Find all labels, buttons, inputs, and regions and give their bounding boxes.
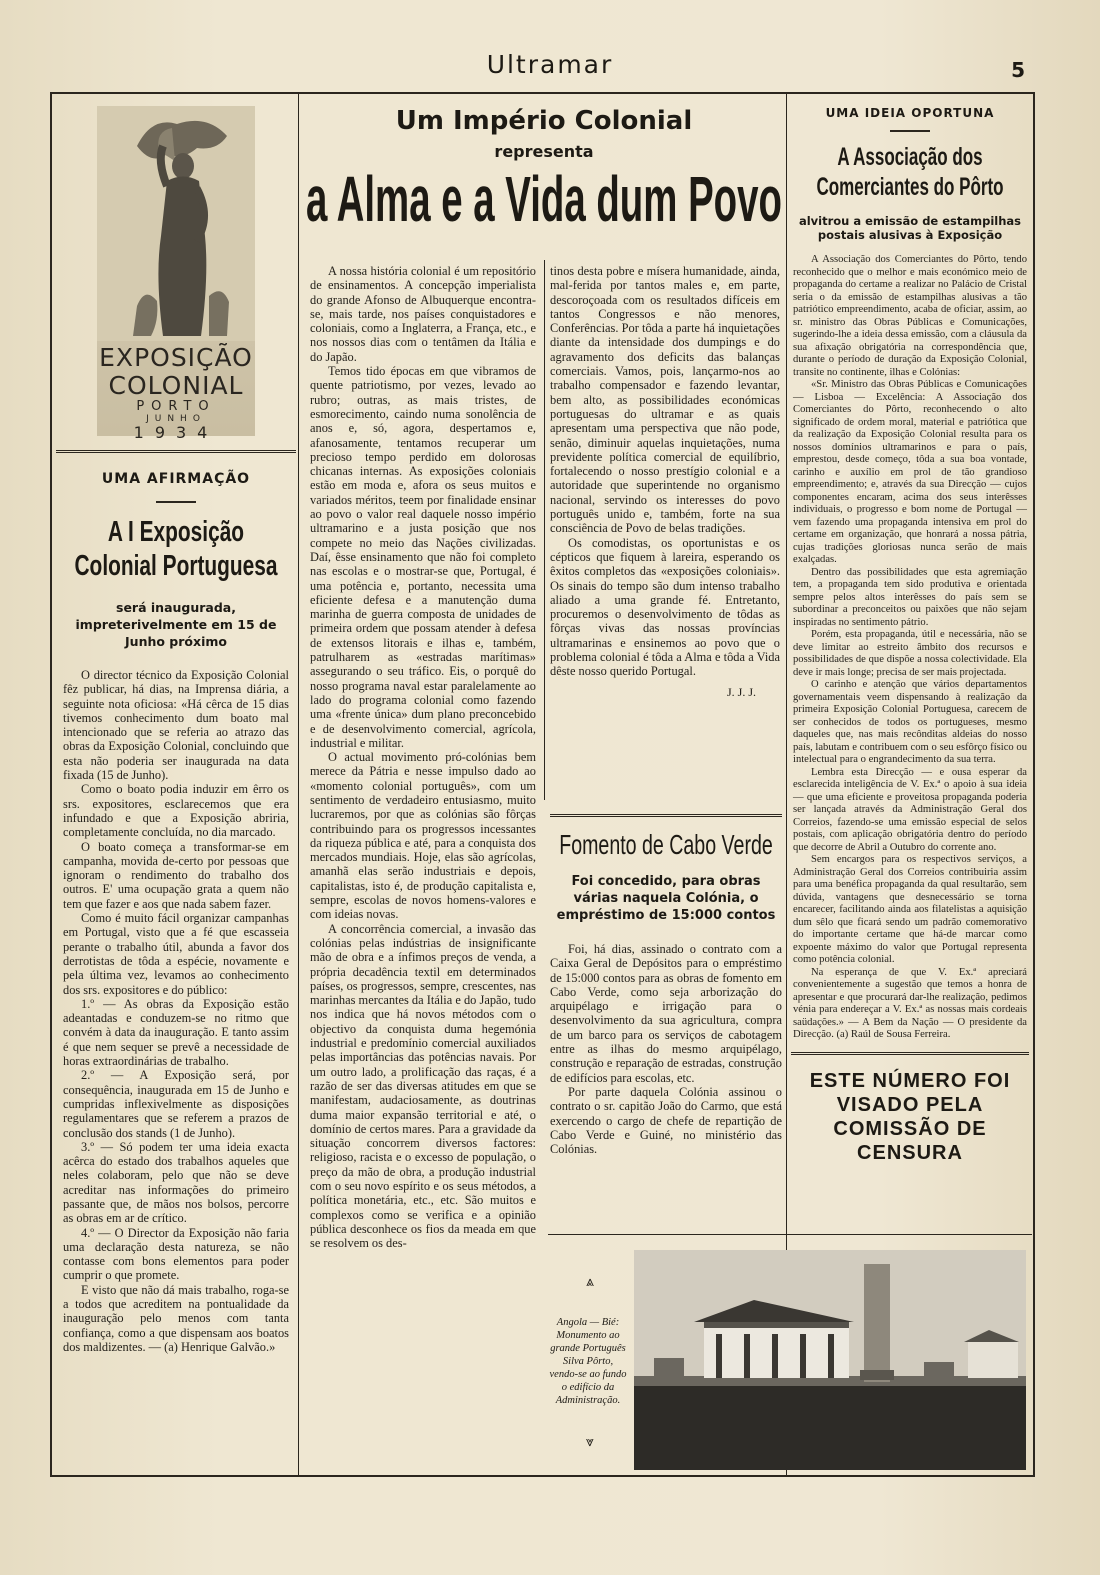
poster-lettering <box>97 344 255 442</box>
publication-title: Ultramar <box>486 50 614 79</box>
article-signature: J. J. J. <box>726 684 756 699</box>
paragraph: «Sr. Ministro das Obras Públicas e Comunicações — Lisboa — Excelência: A Associação dos Comerciantes do Pôrto, reconhecendo o alto significado de ordem moral, material e patriótica que da realização da Exposição Colonial resulta para os nossos domínios ultramarinos e para o país, emprestou, desde começo, tôda a sua boa vontade, carinho e auxílio em prol de tão grandioso empreendimento; e, através da sua Direcção — cujos componentes encaram, acima dos seus interêsses individuais, o progresso e bom nome de Portugal — vem fazendo uma propaganda intensiva em prol do certame em organização, que honrará a nossa pátria, cujas tradições gloriosas nunca serão de mais exalçadas. <box>793 379 1027 565</box>
right-article-body <box>787 254 1033 1042</box>
paragraph: Sem encargos para os respectivos serviços, a Administração Geral dos Correios contribuiria assim para uma benéfica propaganda da qual resultarão, sem dúvida, vantagens que desnecessário se torna encarecer, facilitando ainda aos filatelistas a aquisição dum sêlo que ficará sendo um padrão comemorativo do importante certame que há-de marcar como expoente máximo do valor que Portugal representa como potência colonial. <box>793 854 1027 965</box>
left-headline: A I Exposição Colonial Portuguesa <box>74 516 278 582</box>
fomento-subhead: Foi concedido, para obras várias naquela Colónia, o empréstimo de 15:000 contos <box>556 874 776 923</box>
poster-line: 1934 <box>133 423 219 442</box>
section-divider <box>56 450 296 453</box>
paragraph: Foi, há dias, assinado o contrato com a Caixa Geral de Depósitos para o empréstimo de 15:000 contos para as obras de fomento em Cabo Verde, como seja arborização do arquipélago e irrigação para o desenvolvimento da sua agricultura, compra de um barco para os serviços de cabotagem entre as ilhas do mesmo arquipélago, construção e reparação de estradas, construção de edifícios para escolas, etc. <box>550 942 782 1085</box>
fomento-article <box>550 814 782 1156</box>
paragraph: tinos desta pobre e mísera humanidade, ainda, mal-ferida por tantos males e, em parte, descoroçoada com os resultados difíceis em tantos Congressos e não menores, Conferências. Por tôda a parte há inquietações diante da intensidade dos dumpings e do agravamento dos deficits das balanças comerciais. Vamos, pois, lançarmo-nos ao trabalho compensador e fazendo levantar, bem alto, as possibilidades económicas portuguesas do ultramar e as quais apresentam uma perspectiva que não pode, senão, diminuir aquelas inquietações, numa previdente política comercial de equilíbrio, fortalecendo o nosso prestígio colonial e a autoridade que superintende no organismo nacional, servindo os interesses do povo português unido e, também, forte na sua consciência de Povo de belas tradições. <box>550 264 780 536</box>
paragraph: Como o boato podia induzir em êrro os srs. expositores, esclarecemos que era infundado e que a Exposição abriria, completamente concluída, no dia marcado. <box>63 782 289 840</box>
paragraph: Como é muito fácil organizar campanhas em Portugal, visto que a fé que escasseia perante o trabalho útil, abunda a favor dos derrotistas de tôda a espécie, novamente e pela última vez, levamos ao conhecimento dos srs. expositores e do público: <box>63 911 289 997</box>
censorship-notice: ESTE NÚMERO FOI VISADO PELA COMISSÃO DE CENSURA <box>809 1069 1011 1164</box>
ornament-icon: ⩓ <box>586 1274 594 1290</box>
poster-line: COLONIAL <box>108 371 244 400</box>
masthead <box>0 50 1100 82</box>
paragraph: Dentro das possibilidades que esta agremiação tem, a propaganda tem sido produtiva e orientada sempre pelos altos interêsses do país sem se subordinar a preconceitos ou paixões que não sejam inspiradas no sentimento pátrio. <box>793 566 1027 628</box>
paragraph: 1.º — As obras da Exposição estão adeantadas e conduzem-se no ritmo que convém à data da inauguração. E tanto assim é que nem sequer se prevê a necessidade de horas extraordinárias de trabalho. <box>63 996 289 1069</box>
paragraph: A Associação dos Comerciantes do Pôrto, tendo reconhecido que o melhor e mais económico meio de propaganda do certame a realizar no Palácio de Cristal seria o da emissão de estampilhas alusivas a tão patriótico empreendimento, acaba de oficiar, assim, ao sr. ministro das Obras Públicas e Comunicações, sugerindo-lhe a ideia dessa emissão, com a cláusula da sua afixação obrigatória na correspondência que, durante o período de duração da Exposição Colonial, transite no continente, ilhas e Colónias: <box>793 254 1027 378</box>
photo-block <box>548 1234 1032 1474</box>
paragraph: O boato começa a transformar-se em campanha, movida de-certo por pessoas que ignoram o rendimento do trabalho dos outros. E' uma ocupação grata a quem não tem que fazer e aos que nada sabem fazer. <box>63 839 289 911</box>
section-divider <box>550 814 782 817</box>
center-article-col-a <box>310 264 536 1474</box>
paragraph: Temos tido épocas em que vibramos de quente patriotismo, por vezes, levado ao rubro; outras, as mais tristes, de esmorecimento, caindo numa sonolência de anos e, só, agora, despertamos e, afanosamente, tentamos recuperar um precioso tempo perdido em dolorosas chicanas internas. As exposições coloniais estão em moda e, afora os seus muitos e variados méritos, teem por finalidade ensinar ao povo o valor real daquele nosso império ultramarino e a justa posição que nos compete no meio das Nações civilizadas. Daí, êsse ensinamento que não foi completo nas escolas e o mostrar-se que, Portugal, é uma potência e, portanto, necessita uma eficiente defesa e a manutenção duma marinha de guerra composta de unidades de primeira ordem que possam atender à defesa de extensos litorais e ilhas e, também, patrulharem as «estradas marítimas» assegurando o seu tráfico. Eis, o porquê do nosso programa naval estar paralelamente ao lado do programa colonial como fazendo uma «frente única» dum plano preconcebido e de desenvolvimento comercial, agrícola, industrial e militar. <box>310 364 536 750</box>
paragraph: Porém, esta propaganda, útil e necessária, não se deve limitar ao estreito âmbito dos recursos e possibilidades de que dispõe a nossa colectividade. Ela deve ir mais longe; precisa de ser mais projectada. <box>793 629 1027 678</box>
center-headline-top: Um Império Colonial <box>395 106 693 136</box>
paragraph: 2.º — A Exposição será, por consequência, inaugurada em 15 de Junho e cumpridas inflexivelmente as disposições regulamentares que se referem a prazos de conclusão dos stands (1 de Junho). <box>63 1068 289 1140</box>
paragraph: Lembra esta Direcção — e ousa esperar da esclarecida inteligência de V. Ex.ª o apoio à sua ideia — que uma eficiente e proveitosa propaganda poderia ser lançada através da Administração Geral dos Correios, fazendo-se uma emissão especial de selos postais, com aplicação obrigatória dentro do período que decorre de Abril a Outubro do corrente ano. <box>793 766 1027 853</box>
poster-line: EXPOSIÇÃO <box>99 343 253 372</box>
monument-photo-image <box>634 1250 1026 1470</box>
kicker-rule <box>156 501 196 503</box>
paragraph: 3.º — Só podem ter uma ideia exacta acêrca do estado dos trabalhos aqueles que neles colaboram, pelo que não se deve acreditar nas informações do primeiro passante que, de mãos nos bolsos, percorre as obras em ar de crítico. <box>63 1139 289 1226</box>
paragraph: Por parte daquela Colónia assinou o contrato o sr. capitão João do Carmo, que está exercendo o cargo de chefe de repartição de Cabo Verde e Guiné, no ministério das Colónias. <box>550 1084 782 1157</box>
right-headline: A Associação dos Comerciantes do Pôrto <box>816 143 1004 201</box>
page-frame <box>50 92 1035 1477</box>
paragraph: O actual movimento pró-colónias bem merece da Pátria e nesse impulso dado ao «momento colonial português», com um sentimento de verdadeiro entusiasmo, muito lucraremos, por que as colónias são fôrças contribuindo para os progressos incessantes da riqueza pública e até, para a conquista dos mercados mundiais. Hoje, elas são agrícolas, amanhã elas serão industriais e depois, capitalistas, isto é, de produção capitalista e, sempre, escolas de novos homens-valores e com ideias novas. <box>310 750 536 922</box>
monument-photo <box>634 1250 1026 1470</box>
right-subhead: alvitrou a emissão de estampilhas postais alusivas à Exposição <box>798 214 1022 242</box>
center-article-col-b <box>550 264 780 700</box>
fomento-headline: Fomento de Cabo Verde <box>559 829 773 860</box>
paragraph: O director técnico da Exposição Colonial fêz publicar, há dias, na Imprensa diária, a seguinte nota oficiosa: «Há cêrca de 15 dias tivemos conhecimento dum boato mal intencionado que se referia ao atrazo das obras da Exposição Colonial, concluindo que esta não poderia ser inaugurada na data fixada (15 de Junho). <box>63 668 289 783</box>
left-kicker: UMA AFIRMAÇÃO <box>101 471 251 487</box>
left-column <box>56 94 296 1475</box>
paragraph: A nossa história colonial é um repositório de ensinamentos. A concepção imperialista do grande Afonso de Albuquerque encontra-se, mais tarde, nos países conquistadores e coloniais, como a Inglaterra, a França, etc., e nos nossos dias com o tentâmen da Itália e do Japão. <box>310 264 536 364</box>
paragraph: O carinho e atenção que vários departamentos governamentais veem dispensando à realização da primeira Exposição Colonial Portuguesa, carecem de ser conhecidos de todos os portugueses, mesmo daqueles que, nas mais recônditas aldeias do nosso país, labutam e contribuem com o seu esfôrço físico ou intelectual para o engrandecimento da sua terra. <box>793 679 1027 765</box>
paragraph: Na esperança de que V. Ex.ª apreciará convenientemente a sugestão que temos a honra de apresentar e que procurará dar-lhe realização, pedimos vénia para endereçar a V. Ex.ª as nossas mais cordeais saüdações.» — A Bem da Nação — O presidente da Direcção. (a) Raúl de Sousa Ferreira. <box>793 966 1027 1040</box>
paragraph: E visto que não dá mais trabalho, roga-se a todos que acreditem na pontualidade da inauguração pelo menos com tanta confiança, como a que dispensam aos boatos dos maldizentes. — (a) Henrique Galvão.» <box>63 1282 289 1354</box>
left-article-body <box>56 668 296 1354</box>
ornament-icon: ⩔ <box>586 1434 594 1450</box>
left-subhead: será inaugurada, impreterivelmente em 15 de Junho próximo <box>75 600 277 649</box>
right-kicker: UMA IDEIA OPORTUNA <box>825 106 995 120</box>
center-main-headline: a Alma e a Vida dum Povo <box>306 163 782 235</box>
poster-line: JUNHO <box>146 414 206 424</box>
paragraph: Os comodistas, os oportunistas e os cépticos que fiquem à lareira, esperando os êxitos completos das «exposições coloniais». Os sinais do tempo são dum intenso trabalho aliado a uma grande fé. Entretanto, procuremos o desenvolvimento de tôdas as fôrças vivas das nossas províncias ultramarinas e ensinemos ao povo que o problema colonial é tôda a Alma e tôda a Vida dêste nosso querido Portugal. <box>550 535 780 679</box>
photo-caption: Angola — Bié: Monumento ao grande Português Silva Pôrto, vendo-se ao fundo o edifício da Administração. <box>549 1317 627 1406</box>
exposition-poster <box>97 106 255 442</box>
poster-line: PORTO <box>136 399 216 414</box>
fomento-body <box>550 942 782 1156</box>
photo-top-rule <box>548 1234 1032 1235</box>
column-rule <box>298 94 299 1475</box>
paragraph: 4.º — O Director da Exposição não faria uma declaração desta natureza, se não contasse com bons elementos para poder cumprir o que promete. <box>63 1225 289 1283</box>
center-headline-mid: representa <box>494 142 594 161</box>
section-divider <box>791 1052 1029 1055</box>
poster-figure-illustration <box>97 106 255 341</box>
page-number: 5 <box>1011 58 1025 82</box>
center-column-rule <box>544 260 545 800</box>
kicker-rule <box>890 130 930 132</box>
paragraph: A concorrência comercial, a invasão das colónias pelas indústrias de insignificante mão de obra e a ínfimos preços de venda, a própria decadência textil em determinados países, os progressos, sempre, crescentes, nas marinhas mercantes da Itália e do Japão, tudo nos indica que há novos métodos com o objectivo da conquista duma hegemónia industrial e predomínio comercial auxiliados pelas importâncias das potências navais. Por um outro lado, a prolificação das raças, é a razão de ser das diversas atitudes em que se manifestam, audaciosamente, as doutrinas duma maior expansão territorial e até, o domínio de certos mares. Para a gravidade da situação concorrem diversos factores: religioso, racista e o excesso de população, o preço da mão de obra, a produção industrial com o seu novo espírito e os seus métodos, a política monetária, etc., etc. São muitos e complexos como se verifica e a opinião pública desconhece os fios da meada em que se resolvem os des- <box>310 921 536 1251</box>
center-article-col-b-text <box>550 264 780 679</box>
